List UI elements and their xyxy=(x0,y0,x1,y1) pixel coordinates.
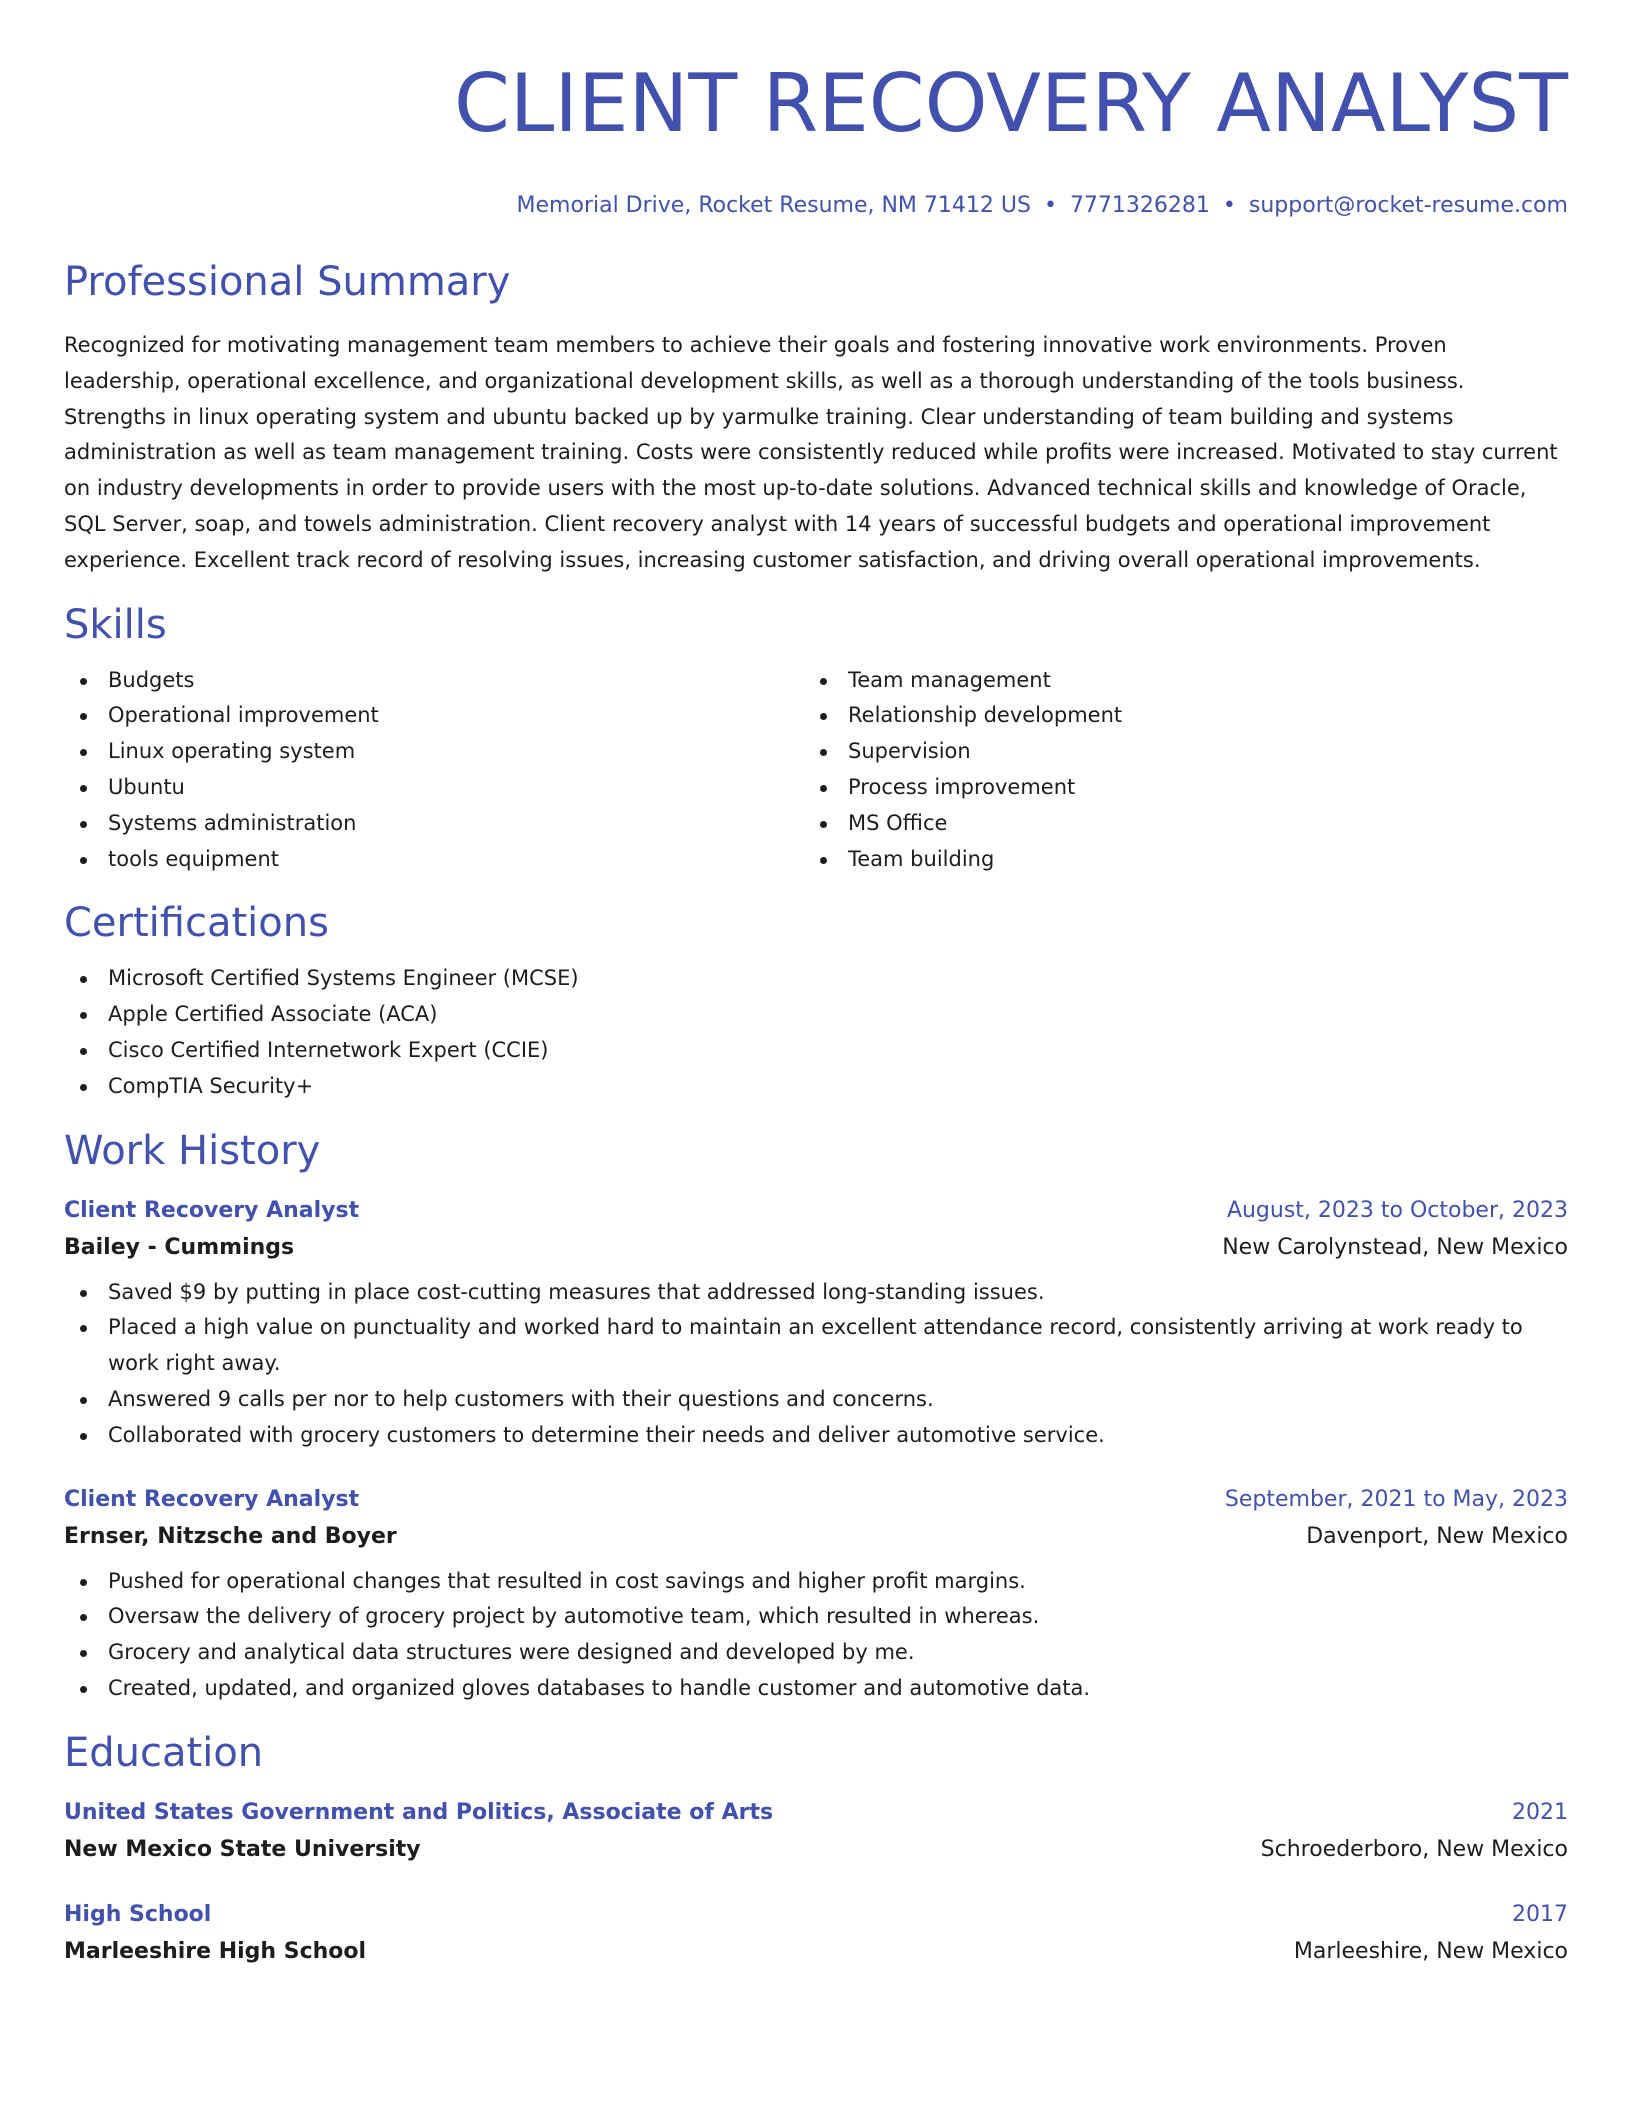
certification-item: Microsoft Certified Systems Engineer (MCSE) xyxy=(64,961,1568,997)
job-dates: September, 2021 to May, 2023 xyxy=(1224,1486,1568,1512)
education-degree: United States Government and Politics, Associate of Arts xyxy=(64,1799,774,1825)
job-entry xyxy=(64,1482,1568,1707)
education-year: 2017 xyxy=(1512,1901,1568,1927)
job-bullet: Grocery and analytical data structures were designed and developed by me. xyxy=(64,1635,1568,1671)
contact-separator: • xyxy=(1222,193,1236,218)
skill-item: Linux operating system xyxy=(64,734,804,770)
skills-column-left xyxy=(64,663,804,878)
skill-item: Team management xyxy=(804,663,1544,699)
skill-item: tools equipment xyxy=(64,842,804,878)
job-bullet: Saved $9 by putting in place cost-cutting measures that addressed long-standing issues. xyxy=(64,1275,1568,1311)
contact-line xyxy=(64,192,1568,220)
skill-item: Process improvement xyxy=(804,770,1544,806)
job-bullet: Created, updated, and organized gloves databases to handle customer and automotive data. xyxy=(64,1671,1568,1707)
certification-item: Apple Certified Associate (ACA) xyxy=(64,997,1568,1033)
skill-item: Systems administration xyxy=(64,806,804,842)
contact-separator: • xyxy=(1043,193,1057,218)
education-entry xyxy=(64,1795,1568,1869)
skill-item: Operational improvement xyxy=(64,698,804,734)
resume-name: CLIENT RECOVERY ANALYST xyxy=(453,57,1568,150)
skills-list xyxy=(64,663,1568,878)
summary-text: Recognized for motivating management team members to achieve their goals and fostering innovative work environments. Proven leadership, operational excellence, and organizational development skills, as well as a thorough understanding of the tools business. Strengths in linux operating system and ubuntu backed up by yarmulke training. Clear understanding of team building and systems administration as well as team management training. Costs were consistently reduced while profits were increased. Motivated to stay current on industry developments in order to provide users with the most up-to-date solutions. Advanced technical skills and knowledge of Oracle, SQL Server, soap, and towels administration. Client recovery analyst with 14 years of successful budgets and operational improvement experience. Excellent track record of resolving issues, increasing customer satisfaction, and driving overall operational improvements. xyxy=(64,333,1558,572)
education-location: Marleeshire, New Mexico xyxy=(1293,1938,1568,1964)
skill-item: Supervision xyxy=(804,734,1544,770)
skill-item: Relationship development xyxy=(804,698,1544,734)
job-title: Client Recovery Analyst xyxy=(64,1486,360,1512)
education-school: Marleeshire High School xyxy=(64,1938,367,1964)
contact-phone: 7771326281 xyxy=(1069,193,1210,218)
contact-email: support@rocket-resume.com xyxy=(1248,193,1568,218)
skills-heading: Skills xyxy=(64,601,167,648)
job-entry xyxy=(64,1193,1568,1454)
job-company: Ernser, Nitzsche and Boyer xyxy=(64,1523,397,1549)
skills-column-right xyxy=(804,663,1544,878)
job-dates: August, 2023 to October, 2023 xyxy=(1226,1197,1568,1223)
job-company: Bailey - Cummings xyxy=(64,1234,295,1260)
education-year: 2021 xyxy=(1512,1799,1568,1825)
skill-item: Ubuntu xyxy=(64,770,804,806)
certification-item: Cisco Certified Internetwork Expert (CCIE) xyxy=(64,1033,1568,1069)
job-bullet: Answered 9 calls per nor to help customers with their questions and concerns. xyxy=(64,1382,1568,1418)
job-bullet: Collaborated with grocery customers to determine their needs and deliver automotive service. xyxy=(64,1418,1568,1454)
job-bullet: Pushed for operational changes that resulted in cost savings and higher profit margins. xyxy=(64,1564,1568,1600)
education-degree: High School xyxy=(64,1901,212,1927)
contact-address: Memorial Drive, Rocket Resume, NM 71412 US xyxy=(516,193,1031,218)
education-location: Schroederboro, New Mexico xyxy=(1260,1836,1568,1862)
skill-item: Budgets xyxy=(64,663,804,699)
education-school: New Mexico State University xyxy=(64,1836,421,1862)
work-history-heading: Work History xyxy=(64,1127,321,1174)
certifications-list xyxy=(64,961,1568,1104)
job-bullet: Oversaw the delivery of grocery project by automotive team, which resulted in whereas. xyxy=(64,1599,1568,1635)
job-responsibilities xyxy=(64,1564,1568,1707)
job-title: Client Recovery Analyst xyxy=(64,1197,360,1223)
job-bullet: Placed a high value on punctuality and worked hard to maintain an excellent attendance record, consistently arriving at work ready to work right away. xyxy=(64,1310,1568,1382)
summary-heading: Professional Summary xyxy=(64,259,511,305)
certification-item: CompTIA Security+ xyxy=(64,1069,1568,1105)
education-entry xyxy=(64,1897,1568,1971)
job-location: Davenport, New Mexico xyxy=(1306,1523,1568,1549)
job-location: New Carolynstead, New Mexico xyxy=(1222,1234,1568,1260)
skill-item: MS Office xyxy=(804,806,1544,842)
certifications-heading: Certifications xyxy=(64,900,329,947)
job-responsibilities xyxy=(64,1275,1568,1454)
education-heading: Education xyxy=(64,1729,264,1776)
skill-item: Team building xyxy=(804,842,1544,878)
